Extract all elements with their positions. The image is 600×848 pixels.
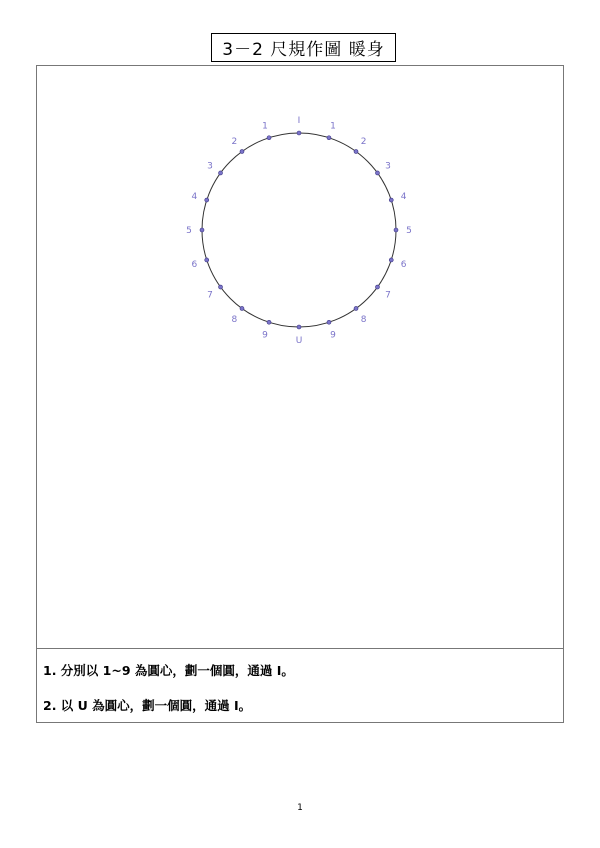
point-left-4-label: 4	[191, 192, 198, 203]
point-right-4-label: 4	[400, 192, 407, 203]
instructions-panel	[37, 649, 563, 722]
point-U-label: U	[295, 336, 303, 346]
point-right-4	[389, 198, 393, 202]
point-left-1-label: 1	[262, 121, 268, 132]
point-right-3-label: 3	[385, 161, 391, 172]
point-left-6-label: 6	[191, 259, 198, 270]
point-I	[297, 131, 301, 135]
point-right-2	[354, 150, 358, 154]
point-left-6	[205, 258, 209, 262]
point-left-3-label: 3	[207, 161, 213, 172]
point-right-1-label: 1	[330, 121, 336, 132]
instruction-1: 1. 分別以 1~9 為圓心，劃一個圓，通過 I。	[43, 663, 294, 678]
point-left-5	[200, 228, 204, 232]
point-right-1	[327, 136, 331, 140]
point-left-5-label: 5	[186, 226, 192, 236]
point-left-9-label: 9	[262, 330, 268, 341]
point-left-2-label: 2	[231, 137, 238, 148]
construction-figure-area	[37, 66, 563, 649]
point-right-6-label: 6	[400, 259, 407, 270]
point-right-2-label: 2	[360, 137, 367, 148]
point-right-8	[354, 306, 358, 310]
point-right-5-label: 5	[406, 226, 412, 236]
point-left-7	[219, 285, 223, 289]
page-number: 1	[297, 803, 303, 813]
point-left-1	[267, 136, 271, 140]
point-right-9-label: 9	[330, 330, 336, 341]
page-title: 3－2 尺規作圖 暖身	[211, 33, 396, 62]
circle-figure	[37, 66, 563, 648]
point-U	[297, 325, 301, 329]
point-left-8	[240, 306, 244, 310]
point-right-7-label: 7	[385, 290, 391, 301]
point-right-5	[394, 228, 398, 232]
point-right-9	[327, 320, 331, 324]
point-left-4	[205, 198, 209, 202]
point-left-9	[267, 320, 271, 324]
point-left-7-label: 7	[207, 290, 213, 301]
main-circle	[202, 133, 396, 327]
point-right-7	[375, 285, 379, 289]
instruction-2: 2. 以 U 為圓心，劃一個圓，通過 I。	[43, 698, 252, 713]
point-right-3	[375, 171, 379, 175]
point-left-8-label: 8	[231, 314, 238, 325]
worksheet-box	[36, 65, 564, 723]
point-right-6	[389, 258, 393, 262]
point-right-8-label: 8	[360, 314, 367, 325]
point-left-2	[240, 150, 244, 154]
point-I-label: I	[297, 116, 301, 126]
point-left-3	[219, 171, 223, 175]
